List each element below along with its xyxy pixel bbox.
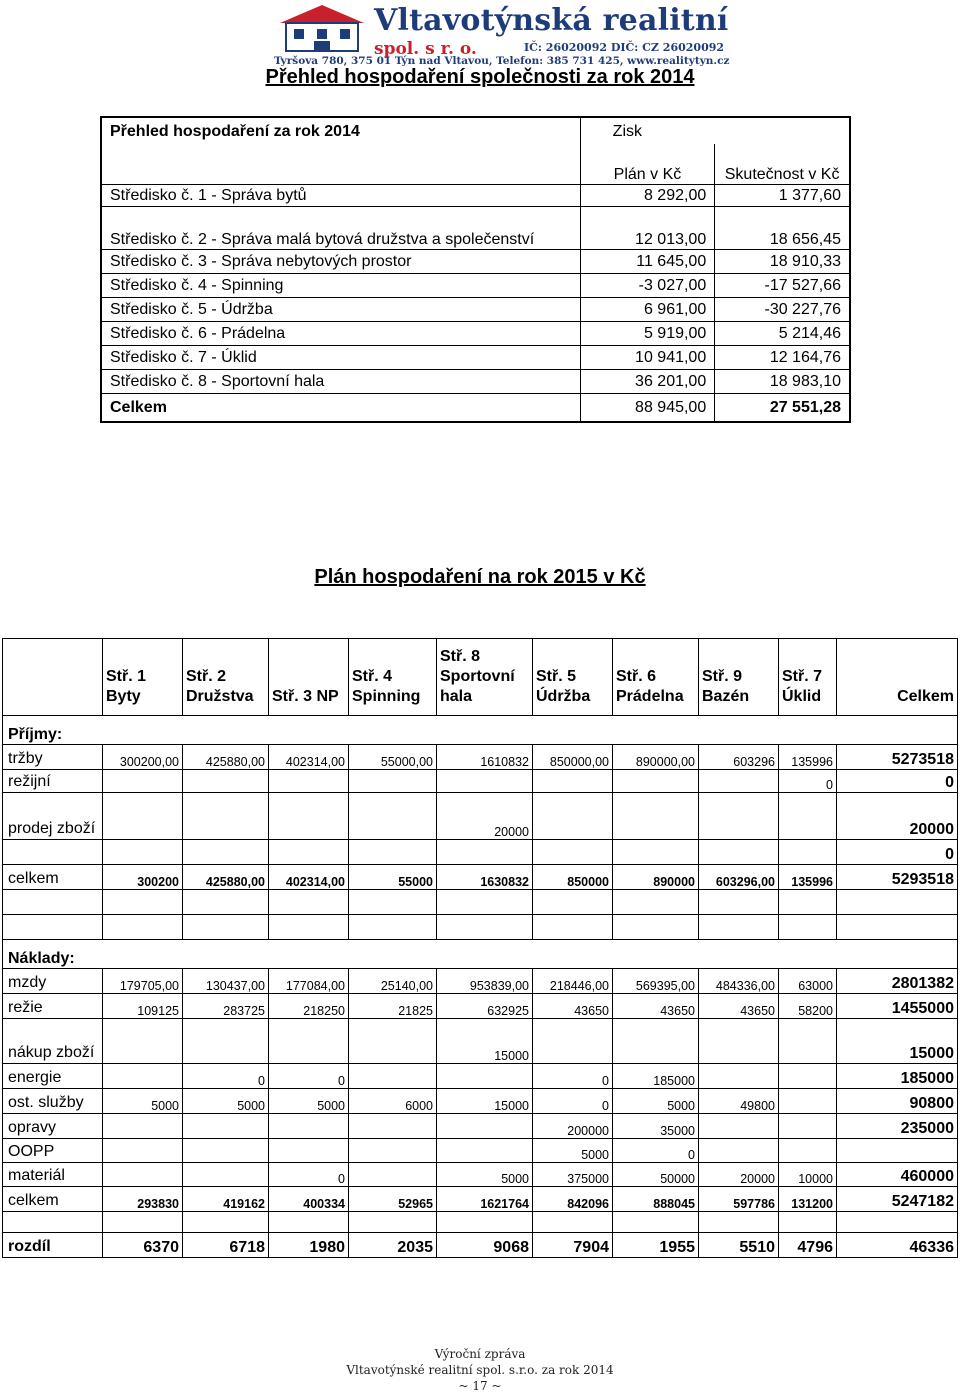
table-row bbox=[3, 770, 958, 793]
table-row bbox=[3, 1019, 958, 1064]
value-cell: 1621764 bbox=[437, 1187, 533, 1212]
empty-cell bbox=[437, 915, 533, 940]
value-cell: 10000 bbox=[779, 1163, 837, 1187]
row-total: 15000 bbox=[837, 1019, 958, 1064]
value-cell: 4796 bbox=[779, 1233, 837, 1258]
value-cell bbox=[613, 793, 699, 840]
company-logo-icon bbox=[274, 3, 370, 53]
row-total: 20000 bbox=[837, 793, 958, 840]
column-header: Stř. 8 Sportovní hala bbox=[437, 639, 533, 716]
value-cell: 0 bbox=[533, 1089, 613, 1114]
row-total: 1455000 bbox=[837, 994, 958, 1019]
value-cell bbox=[269, 1139, 349, 1163]
row-label: tržby bbox=[3, 745, 103, 770]
letterhead bbox=[274, 3, 730, 67]
empty-cell bbox=[103, 915, 183, 940]
value-cell bbox=[103, 1019, 183, 1064]
value-cell bbox=[269, 840, 349, 865]
value-cell: 603296,00 bbox=[699, 865, 779, 890]
actual-value: 5 214,46 bbox=[715, 322, 850, 346]
row-label: energie bbox=[3, 1064, 103, 1089]
table-row bbox=[3, 1089, 958, 1114]
footer-page-number: ~ 17 ~ bbox=[458, 1379, 502, 1393]
value-cell: 2035 bbox=[349, 1233, 437, 1258]
value-cell bbox=[183, 1139, 269, 1163]
value-cell: 632925 bbox=[437, 994, 533, 1019]
value-cell bbox=[437, 770, 533, 793]
column-header: Celkem bbox=[837, 639, 958, 716]
table-row bbox=[3, 1233, 958, 1258]
column-header: Stř. 2 Družstva bbox=[183, 639, 269, 716]
value-cell: 5000 bbox=[183, 1089, 269, 1114]
value-cell: 20000 bbox=[699, 1163, 779, 1187]
value-cell: 953839,00 bbox=[437, 969, 533, 994]
empty-cell bbox=[349, 1212, 437, 1233]
page-footer bbox=[0, 1346, 960, 1394]
row-label: ost. služby bbox=[3, 1089, 103, 1114]
actual-value: 18 910,33 bbox=[715, 250, 850, 274]
value-cell bbox=[613, 1019, 699, 1064]
value-cell: 131200 bbox=[779, 1187, 837, 1212]
empty-cell bbox=[613, 890, 699, 915]
value-cell bbox=[183, 840, 269, 865]
value-cell bbox=[183, 793, 269, 840]
value-cell: 135996 bbox=[779, 865, 837, 890]
center-name: Středisko č. 7 - Úklid bbox=[101, 346, 580, 370]
company-legal-form: spol. s r. o. bbox=[374, 39, 477, 59]
table-row bbox=[3, 745, 958, 770]
value-cell bbox=[103, 1163, 183, 1187]
value-cell: 49800 bbox=[699, 1089, 779, 1114]
column-header: Stř. 7 Úklid bbox=[779, 639, 837, 716]
empty-cell bbox=[269, 890, 349, 915]
column-header: Stř. 4 Spinning bbox=[349, 639, 437, 716]
value-cell: 484336,00 bbox=[699, 969, 779, 994]
table-row bbox=[101, 250, 850, 274]
value-cell: 1980 bbox=[269, 1233, 349, 1258]
table-row bbox=[3, 1187, 958, 1212]
company-ids: IČ: 26020092 DIČ: CZ 26020092 bbox=[524, 41, 725, 54]
value-cell bbox=[269, 793, 349, 840]
table-row bbox=[3, 865, 958, 890]
value-cell: 888045 bbox=[613, 1187, 699, 1212]
value-cell bbox=[533, 770, 613, 793]
row-total: 0 bbox=[837, 770, 958, 793]
empty-cell bbox=[837, 890, 958, 915]
value-cell bbox=[533, 793, 613, 840]
value-cell: 6718 bbox=[183, 1233, 269, 1258]
company-address: Tyršova 780, 375 01 Týn nad Vltavou, Telefon: 385 731 425, www.realitytyn.cz bbox=[274, 55, 730, 67]
center-name: Středisko č. 4 - Spinning bbox=[101, 274, 580, 298]
value-cell: 5000 bbox=[269, 1089, 349, 1114]
cost-section bbox=[3, 940, 958, 969]
value-cell bbox=[349, 793, 437, 840]
value-cell bbox=[699, 770, 779, 793]
value-cell bbox=[699, 1114, 779, 1139]
plan-value: 8 292,00 bbox=[580, 185, 715, 207]
empty-cell bbox=[3, 890, 103, 915]
column-header: Stř. 1 Byty bbox=[103, 639, 183, 716]
summary-header-row bbox=[101, 117, 850, 144]
row-label: mzdy bbox=[3, 969, 103, 994]
header-spacer bbox=[3, 639, 103, 716]
value-cell bbox=[533, 840, 613, 865]
summary-subheader-row bbox=[101, 144, 850, 185]
value-cell: 55000 bbox=[349, 865, 437, 890]
spacer-row bbox=[3, 915, 958, 940]
empty-cell bbox=[269, 915, 349, 940]
row-label bbox=[3, 840, 103, 865]
value-cell: 0 bbox=[183, 1064, 269, 1089]
spacer-row bbox=[3, 1212, 958, 1233]
value-cell bbox=[437, 840, 533, 865]
table-row bbox=[101, 185, 850, 207]
value-cell bbox=[269, 770, 349, 793]
empty-cell bbox=[3, 915, 103, 940]
table-row bbox=[3, 1114, 958, 1139]
value-cell bbox=[349, 1019, 437, 1064]
plan-value: 6 961,00 bbox=[580, 298, 715, 322]
empty-cell bbox=[699, 915, 779, 940]
row-total: 0 bbox=[837, 840, 958, 865]
value-cell bbox=[779, 1114, 837, 1139]
plan-title: Plán hospodaření na rok 2015 v Kč bbox=[314, 566, 646, 588]
plan-value: 10 941,00 bbox=[580, 346, 715, 370]
value-cell bbox=[437, 1114, 533, 1139]
value-cell: 52965 bbox=[349, 1187, 437, 1212]
value-cell: 1630832 bbox=[437, 865, 533, 890]
value-cell bbox=[779, 1089, 837, 1114]
empty-cell bbox=[3, 1212, 103, 1233]
table-row bbox=[3, 1163, 958, 1187]
value-cell bbox=[349, 840, 437, 865]
table-row bbox=[3, 969, 958, 994]
value-cell bbox=[103, 840, 183, 865]
value-cell: 6370 bbox=[103, 1233, 183, 1258]
value-cell: 283725 bbox=[183, 994, 269, 1019]
value-cell bbox=[613, 840, 699, 865]
value-cell: 5000 bbox=[103, 1089, 183, 1114]
value-cell: 0 bbox=[613, 1139, 699, 1163]
footer-company-year: Vltavotýnské realitní spol. s.r.o. za rok 2014 bbox=[346, 1363, 614, 1377]
value-cell: 58200 bbox=[779, 994, 837, 1019]
value-cell bbox=[699, 1064, 779, 1089]
table-row bbox=[101, 298, 850, 322]
empty-cell bbox=[269, 1212, 349, 1233]
summary-total-row bbox=[101, 394, 850, 423]
value-cell: 25140,00 bbox=[349, 969, 437, 994]
value-cell: 425880,00 bbox=[183, 745, 269, 770]
row-total: 235000 bbox=[837, 1114, 958, 1139]
value-cell bbox=[103, 1114, 183, 1139]
actual-value: -17 527,66 bbox=[715, 274, 850, 298]
summary-label: Přehled hospodaření za rok 2014 bbox=[110, 122, 360, 140]
value-cell: 109125 bbox=[103, 994, 183, 1019]
row-label: OOPP bbox=[3, 1139, 103, 1163]
value-cell bbox=[183, 1019, 269, 1064]
value-cell: 1610832 bbox=[437, 745, 533, 770]
row-total: 90800 bbox=[837, 1089, 958, 1114]
value-cell: 185000 bbox=[613, 1064, 699, 1089]
value-cell: 179705,00 bbox=[103, 969, 183, 994]
value-cell: 0 bbox=[269, 1163, 349, 1187]
value-cell: 6000 bbox=[349, 1089, 437, 1114]
value-cell: 5000 bbox=[613, 1089, 699, 1114]
value-cell bbox=[533, 1019, 613, 1064]
value-cell: 43650 bbox=[613, 994, 699, 1019]
value-cell: 402314,00 bbox=[269, 745, 349, 770]
value-cell: 597786 bbox=[699, 1187, 779, 1212]
value-cell: 402314,00 bbox=[269, 865, 349, 890]
value-cell: 218446,00 bbox=[533, 969, 613, 994]
value-cell bbox=[349, 1064, 437, 1089]
value-cell bbox=[699, 1019, 779, 1064]
value-cell bbox=[183, 1163, 269, 1187]
value-cell: 20000 bbox=[437, 793, 533, 840]
plan-header-row bbox=[3, 639, 958, 716]
col-plan-header: Plán v Kč bbox=[580, 144, 715, 185]
value-cell: 21825 bbox=[349, 994, 437, 1019]
value-cell bbox=[699, 1139, 779, 1163]
row-total: 5273518 bbox=[837, 745, 958, 770]
value-cell: 130437,00 bbox=[183, 969, 269, 994]
empty-cell bbox=[533, 1212, 613, 1233]
value-cell: 890000,00 bbox=[613, 745, 699, 770]
row-total: 5247182 bbox=[837, 1187, 958, 1212]
value-cell: 603296 bbox=[699, 745, 779, 770]
value-cell: 43650 bbox=[533, 994, 613, 1019]
value-cell bbox=[183, 770, 269, 793]
value-cell: 1955 bbox=[613, 1233, 699, 1258]
empty-cell bbox=[533, 915, 613, 940]
value-cell: 177084,00 bbox=[269, 969, 349, 994]
value-cell bbox=[779, 793, 837, 840]
row-label: prodej zboží bbox=[3, 793, 103, 840]
row-label: rozdíl bbox=[3, 1233, 103, 1258]
value-cell bbox=[103, 770, 183, 793]
spacer-row bbox=[3, 890, 958, 915]
value-cell: 9068 bbox=[437, 1233, 533, 1258]
center-name: Středisko č. 6 - Prádelna bbox=[101, 322, 580, 346]
value-cell: 375000 bbox=[533, 1163, 613, 1187]
table-row bbox=[101, 322, 850, 346]
value-cell: 293830 bbox=[103, 1187, 183, 1212]
table-row bbox=[3, 1139, 958, 1163]
value-cell: 135996 bbox=[779, 745, 837, 770]
value-cell: 400334 bbox=[269, 1187, 349, 1212]
value-cell: 50000 bbox=[613, 1163, 699, 1187]
column-header: Stř. 3 NP bbox=[269, 639, 349, 716]
value-cell: 300200,00 bbox=[103, 745, 183, 770]
document-title: Přehled hospodaření společnosti za rok 2014 bbox=[265, 66, 695, 88]
value-cell: 425880,00 bbox=[183, 865, 269, 890]
total-actual-value: 27 551,28 bbox=[715, 394, 850, 423]
value-cell: 890000 bbox=[613, 865, 699, 890]
table-row bbox=[3, 1064, 958, 1089]
table-row bbox=[3, 793, 958, 840]
value-cell: 5510 bbox=[699, 1233, 779, 1258]
value-cell: 218250 bbox=[269, 994, 349, 1019]
center-name: Středisko č. 5 - Údržba bbox=[101, 298, 580, 322]
value-cell: 850000,00 bbox=[533, 745, 613, 770]
actual-value: -30 227,76 bbox=[715, 298, 850, 322]
value-cell: 569395,00 bbox=[613, 969, 699, 994]
empty-cell bbox=[837, 1212, 958, 1233]
income-section bbox=[3, 716, 958, 745]
table-row bbox=[101, 370, 850, 394]
value-cell bbox=[269, 1019, 349, 1064]
actual-value: 18 983,10 bbox=[715, 370, 850, 394]
empty-cell bbox=[613, 1212, 699, 1233]
value-cell bbox=[183, 1114, 269, 1139]
center-name: Středisko č. 2 - Správa malá bytová družstva a společenství bbox=[101, 207, 580, 250]
value-cell bbox=[779, 1019, 837, 1064]
row-total: 5293518 bbox=[837, 865, 958, 890]
row-label: opravy bbox=[3, 1114, 103, 1139]
row-label: nákup zboží bbox=[3, 1019, 103, 1064]
plan-value: 5 919,00 bbox=[580, 322, 715, 346]
table-row bbox=[3, 994, 958, 1019]
value-cell bbox=[349, 1163, 437, 1187]
empty-cell bbox=[437, 890, 533, 915]
value-cell: 15000 bbox=[437, 1089, 533, 1114]
value-cell: 7904 bbox=[533, 1233, 613, 1258]
summary-group-header: Zisk bbox=[580, 117, 850, 144]
value-cell bbox=[779, 1064, 837, 1089]
value-cell bbox=[269, 1114, 349, 1139]
value-cell: 842096 bbox=[533, 1187, 613, 1212]
income-section-label: Příjmy: bbox=[3, 716, 958, 745]
value-cell: 15000 bbox=[437, 1019, 533, 1064]
empty-cell bbox=[349, 890, 437, 915]
empty-cell bbox=[183, 915, 269, 940]
row-total bbox=[837, 1139, 958, 1163]
value-cell: 0 bbox=[269, 1064, 349, 1089]
table-row bbox=[101, 346, 850, 370]
value-cell: 0 bbox=[779, 770, 837, 793]
col-actual-header: Skutečnost v Kč bbox=[715, 144, 850, 185]
value-cell bbox=[349, 1114, 437, 1139]
value-cell: 419162 bbox=[183, 1187, 269, 1212]
company-name: Vltavotýnská realitní bbox=[374, 3, 729, 38]
table-row bbox=[101, 207, 850, 250]
plan-value: 36 201,00 bbox=[580, 370, 715, 394]
table-row bbox=[101, 274, 850, 298]
total-plan-value: 88 945,00 bbox=[580, 394, 715, 423]
summary-body bbox=[101, 185, 850, 423]
total-label: Celkem bbox=[101, 394, 580, 423]
empty-cell bbox=[103, 890, 183, 915]
center-name: Středisko č. 1 - Správa bytů bbox=[101, 185, 580, 207]
empty-cell bbox=[437, 1212, 533, 1233]
value-cell: 0 bbox=[533, 1064, 613, 1089]
empty-cell bbox=[779, 915, 837, 940]
plan-value: -3 027,00 bbox=[580, 274, 715, 298]
row-label: materiál bbox=[3, 1163, 103, 1187]
value-cell: 63000 bbox=[779, 969, 837, 994]
plan-table bbox=[2, 638, 958, 1258]
value-cell bbox=[437, 1064, 533, 1089]
value-cell: 200000 bbox=[533, 1114, 613, 1139]
value-cell bbox=[699, 840, 779, 865]
actual-value: 12 164,76 bbox=[715, 346, 850, 370]
empty-cell bbox=[533, 890, 613, 915]
value-cell bbox=[779, 1139, 837, 1163]
empty-cell bbox=[183, 1212, 269, 1233]
column-header: Stř. 5 Údržba bbox=[533, 639, 613, 716]
row-total: 185000 bbox=[837, 1064, 958, 1089]
value-cell: 43650 bbox=[699, 994, 779, 1019]
value-cell bbox=[103, 793, 183, 840]
row-label: celkem bbox=[3, 1187, 103, 1212]
value-cell bbox=[779, 840, 837, 865]
empty-cell bbox=[103, 1212, 183, 1233]
empty-cell bbox=[613, 915, 699, 940]
value-cell bbox=[349, 770, 437, 793]
value-cell bbox=[349, 1139, 437, 1163]
row-label: režie bbox=[3, 994, 103, 1019]
value-cell: 35000 bbox=[613, 1114, 699, 1139]
value-cell: 55000,00 bbox=[349, 745, 437, 770]
value-cell bbox=[103, 1064, 183, 1089]
value-cell: 850000 bbox=[533, 865, 613, 890]
value-cell bbox=[613, 770, 699, 793]
summary-table bbox=[100, 116, 851, 423]
row-label: režijní bbox=[3, 770, 103, 793]
row-total: 46336 bbox=[837, 1233, 958, 1258]
column-header: Stř. 9 Bazén bbox=[699, 639, 779, 716]
value-cell bbox=[103, 1139, 183, 1163]
plan-body bbox=[3, 639, 958, 1258]
column-header: Stř. 6 Prádelna bbox=[613, 639, 699, 716]
empty-cell bbox=[837, 915, 958, 940]
row-total: 460000 bbox=[837, 1163, 958, 1187]
value-cell bbox=[437, 1139, 533, 1163]
row-total: 2801382 bbox=[837, 969, 958, 994]
value-cell: 5000 bbox=[437, 1163, 533, 1187]
cost-section-label: Náklady: bbox=[3, 940, 958, 969]
empty-cell bbox=[779, 890, 837, 915]
empty-cell bbox=[349, 915, 437, 940]
empty-cell bbox=[779, 1212, 837, 1233]
value-cell: 5000 bbox=[533, 1139, 613, 1163]
value-cell bbox=[699, 793, 779, 840]
empty-cell bbox=[183, 890, 269, 915]
plan-value: 11 645,00 bbox=[580, 250, 715, 274]
footer-report-name: Výroční zpráva bbox=[434, 1347, 526, 1361]
actual-value: 18 656,45 bbox=[715, 207, 850, 250]
center-name: Středisko č. 8 - Sportovní hala bbox=[101, 370, 580, 394]
table-row bbox=[3, 840, 958, 865]
actual-value: 1 377,60 bbox=[715, 185, 850, 207]
center-name: Středisko č. 3 - Správa nebytových prostor bbox=[101, 250, 580, 274]
row-label: celkem bbox=[3, 865, 103, 890]
empty-cell bbox=[699, 890, 779, 915]
plan-value: 12 013,00 bbox=[580, 207, 715, 250]
value-cell: 300200 bbox=[103, 865, 183, 890]
empty-cell bbox=[699, 1212, 779, 1233]
